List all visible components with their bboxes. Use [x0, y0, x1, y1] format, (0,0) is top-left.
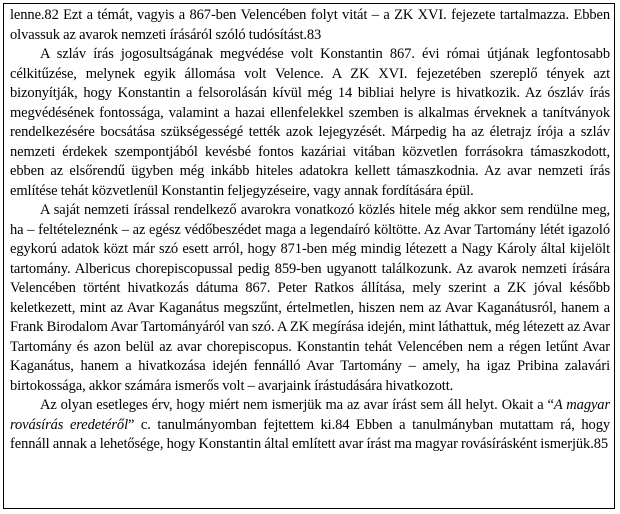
cited-study-title: A magyar rovásírás eredetéről	[10, 397, 610, 433]
paragraph-4	[10, 396, 610, 455]
paragraph-4-lead: Az olyan esetleges érv, hogy miért nem ismerjük ma az avar írást sem áll helyt. Okait a “	[40, 397, 554, 413]
paragraph-1: lenne.82 Ezt a témát, vagyis a 867-ben Velencében folyt vitát – a ZK XVI. fejezete tartalmazza. Ebben olvassuk az avarok nemzeti írásáról szóló tudósítást.83	[10, 7, 610, 43]
text-frame	[3, 3, 615, 509]
document-body	[10, 6, 610, 455]
paragraph-3: A saját nemzeti írással rendelkező avarokra vonatkozó közlés hitele még akkor sem rendülne meg, ha – feltételeznénk – az egész védőbeszédet maga a legendaíró költötte. Az Avar Tartomány létét igazoló egykorú adatok közt már szó esett arról, hogy 871-ben még mindig létezett a Nagy Károly által kijelölt tartomány. Albericus chorepiscopussal pedig 859-ben ugyanott találkozunk. Az avarok nemzeti írására Velencében történt hivatkozás dátuma 867. Peter Ratkos állítása, mely szerint a ZK jóval később keletkezett, mint az Avar Kaganátus megszűnt, értelmetlen, hiszen nem az Avar Kaganátusról, hanem a Frank Birodalom Avar Tartományáról van szó. A ZK megírása idején, mint láthattuk, még létezett az Avar Tartomány és azon belül az avar chorepiscopus. Konstantin tehát Velencében nem a régen letűnt Avar Kaganátus, hanem a hivatkozása idején fennálló Avar Tartomány – amely, ha igaz Pribina zalavári birtokossága, akkor számára ismerős volt – avarjaink írástudására hivatkozott.	[10, 202, 610, 394]
paragraph-4-rest: ” c. tanulmányomban fejtettem ki.84 Ebben a tanulmányban mutattam rá, hogy fennáll annak a lehetősége, hogy Konstantin által említett avar írást ma magyar rovásírásként ismerjük.85	[10, 416, 610, 452]
paragraph-2: A szláv írás jogosultságának megvédése volt Konstantin 867. évi római útjának legfontosabb célkitűzése, melynek egyik állomása volt Velence. A ZK XVI. fejezetében szereplő tények azt bizonyítják, hogy Konstantin a felsorolásán kívül még 14 bibliai helyre is hivatkozik. Az ószláv írás megvédésének fontossága, valamint a hazai ellenfelekkel szemben is alkalmas érveknek a tanítványok rendelkezésére bocsátása szükségességé tették azok lejegyzését. Márpedig ha az életrajz írója a szláv nemzeti érdekek szempontjából kevésbé fontos kazáriai vitában közvetlen forrásokra támaszkodott, ebben az elsőrendű ügyben még inkább hiteles adatokra kellett támaszkodnia. Az avar nemzeti írás említése tehát közvetlenül Konstantin feljegyzéseire, vagy annak fordítására épül.	[10, 46, 610, 199]
